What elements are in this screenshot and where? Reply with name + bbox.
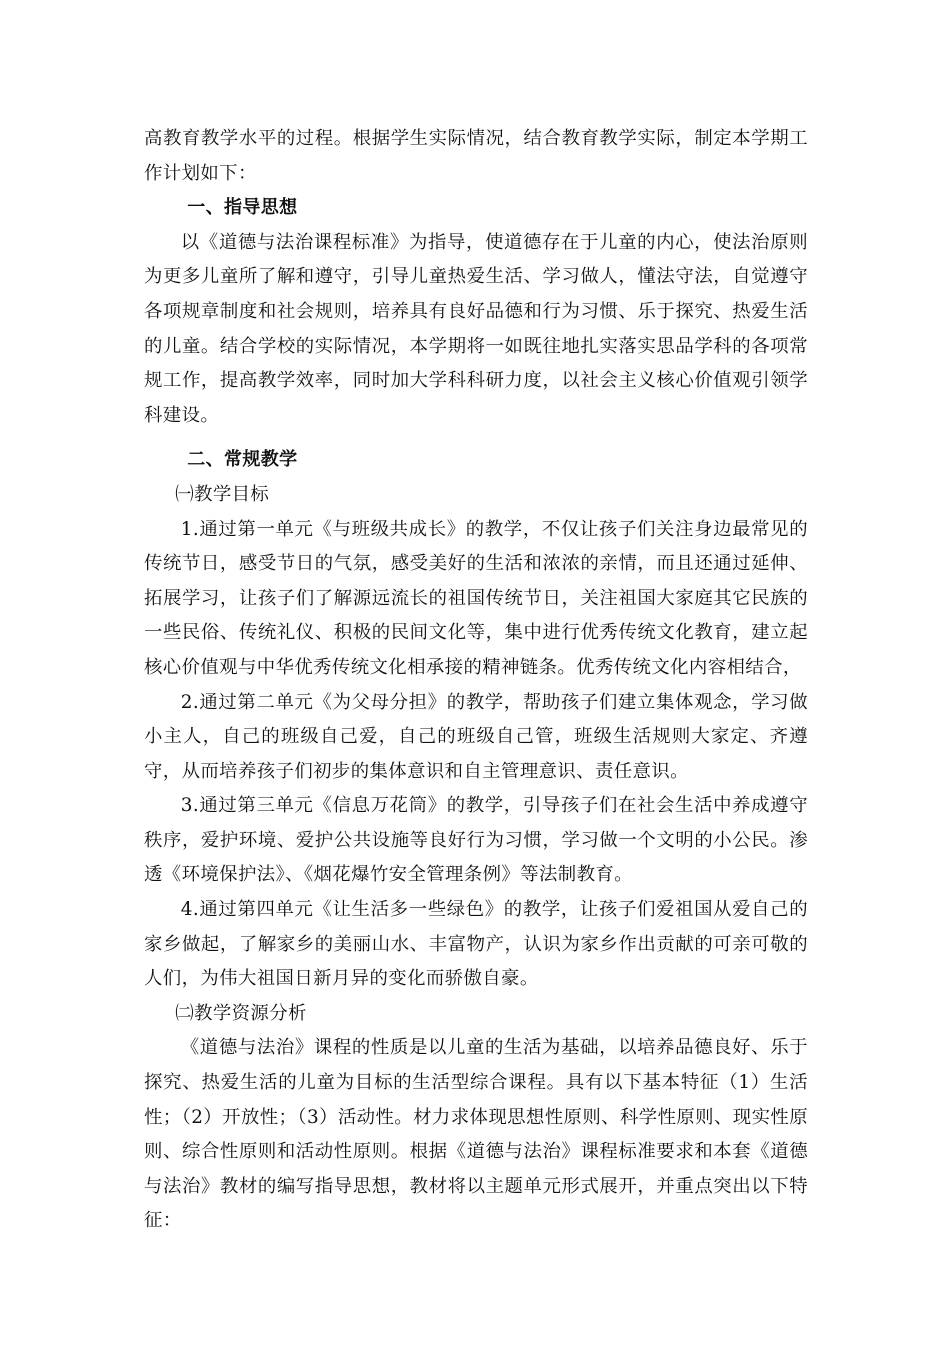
guiding-thought-paragraph: 以《道德与法治课程标准》为指导，使道德存在于儿童的内心，使法治原则为更多儿童所了解和遵守，引导儿童热爱生活、学习做人，懂法守法，自觉遵守各项规章制度和社会规则，培养具有良好品德和行为习惯、乐于探究、热爱生活的儿童。结合学校的实际情况，本学期将一如既往地扎实落实思品学科的各项常规工作，提高教学效率，同时加大学科科研力度，以社会主义核心价值观引领学科建设。 [144, 231, 808, 426]
goal-item-2: 2.通过第二单元《为父母分担》的教学，帮助孩子们建立集体观念，学习做小主人，自己的班级自己爱，自己的班级自己管，班级生活规则大家定、齐遵守，从而培养孩子们初步的集体意识和自主管理意识、责任意识。 [144, 691, 808, 782]
goal-item-3: 3.通过第三单元《信息万花筒》的教学，引导孩子们在社会生活中养成遵守秩序，爱护环境、爱护公共设施等良好行为习惯，学习做一个文明的小公民。渗透《环境保护法》、《烟花爆竹安全管理条例》等法制教育。 [144, 795, 808, 886]
goal-item-1: 1.通过第一单元《与班级共成长》的教学，不仅让孩子们关注身边最常见的传统节日，感受节日的气氛，感受美好的生活和浓浓的亲情，而且还通过延伸、拓展学习，让孩子们了解源远流长的祖国传统节日，关注祖国大家庭其它民族的一些民俗、传统礼仪、积极的民间文化等，集中进行优秀传统文化教育，建立起核心价值观与中华优秀传统文化相承接的精神链条。优秀传统文化内容相结合， [144, 518, 808, 678]
section-heading-routine-teaching: 二、常规教学 [187, 449, 298, 471]
document-body [144, 122, 808, 1239]
subsection-title-teaching-goals: ㈠教学目标 [175, 483, 270, 505]
intro-paragraph: 高教育教学水平的过程。根据学生实际情况，结合教育教学实际，制定本学期工作计划如下： [144, 128, 808, 184]
subsection-title-resource-analysis: ㈡教学资源分析 [175, 1002, 307, 1024]
section-heading-guiding-thought: 一、指导思想 [187, 197, 298, 219]
goal-item-4: 4.通过第四单元《让生活多一些绿色》的教学，让孩子们爱祖国从爱自己的家乡做起，了解家乡的美丽山水、丰富物产，认识为家乡作出贡献的可亲可敬的人们，为伟大祖国日新月异的变化而骄傲自豪。 [144, 899, 808, 990]
resource-analysis-paragraph: 《道德与法治》课程的性质是以儿童的生活为基础，以培养品德良好、乐于探究、热爱生活的儿童为目标的生活型综合课程。具有以下基本特征（1）生活性；（2）开放性；（3）活动性。材力求体现思想性原则、科学性原则、现实性原则、综合性原则和活动性原则。根据《道德与法治》课程标准要求和本套《道德与法治》教材的编写指导思想，教材将以主题单元形式展开，并重点突出以下特征： [144, 1037, 808, 1232]
